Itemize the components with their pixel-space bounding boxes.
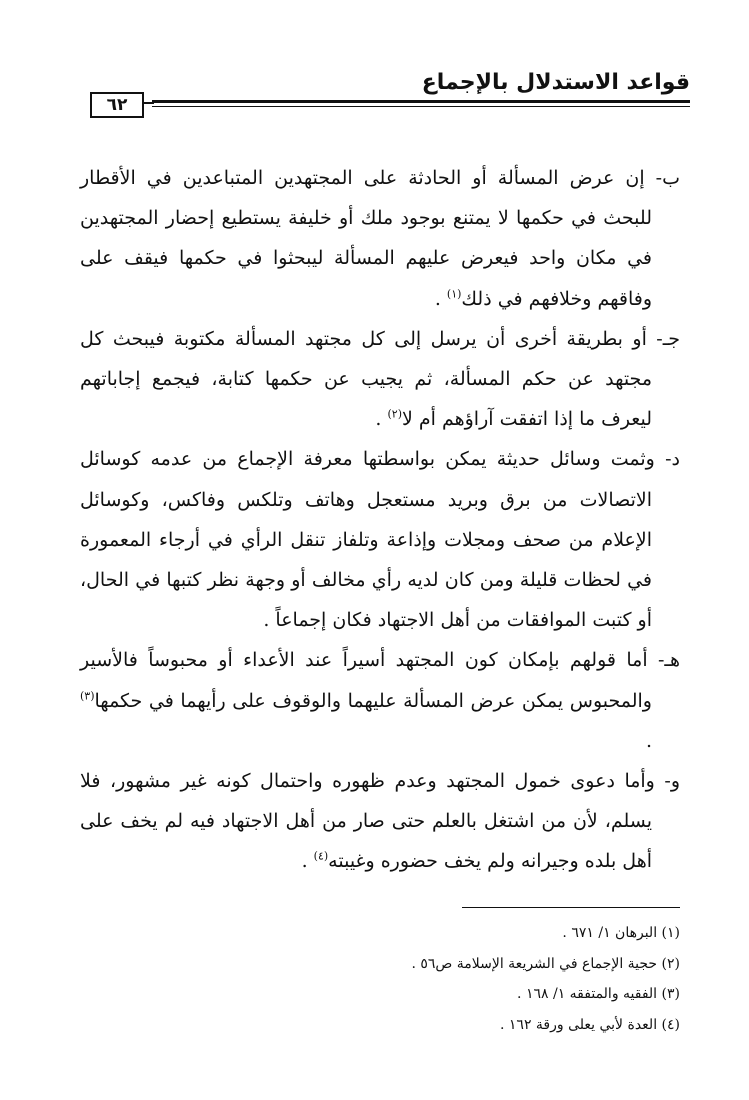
paragraph-text: هـ- أما قولهم بإمكان كون المجتهد أسيراً عند الأعداء أو محبوساً فالأسير والمحبوس يمكن عرض المسألة عليهما والوقوف على رأيهما في حكمها: [80, 649, 680, 712]
footnote-ref: (٣): [80, 689, 95, 703]
paragraph-dal: [80, 439, 680, 640]
paragraph-end: .: [645, 729, 652, 752]
footnote: (٣) الفقيه والمتفقه ١/ ١٦٨ .: [517, 986, 680, 1002]
paragraph-text: و- وأما دعوى خمول المجتهد وعدم ظهوره واحتمال كونه غير مشهور، فلا يسلم، لأن من اشتغل بالعلم حتى صار من أهل الاجتهاد فيه لم يخف على أهل بلده وجيرانه ولم يخف حضوره وغيبته: [80, 770, 680, 873]
footnote-ref: (٢): [387, 407, 402, 421]
header-rule-tail: [144, 102, 154, 104]
paragraph-jim: [80, 319, 680, 440]
paragraph-ha: [80, 640, 680, 761]
paragraph-text: جـ- أو بطريقة أخرى أن يرسل إلى كل مجتهد المسألة مكتوبة فيبحث كل مجتهد عن حكم المسألة، ثم يجيب عن حكمها كتابة، فيجمع إجاباتهم ليعرف ما إذا اتفقت آراؤهم أم لا: [80, 327, 680, 431]
paragraph-waw: [80, 761, 680, 882]
footnote-separator: [462, 907, 680, 908]
header-title: قواعد الاستدلال بالإجماع: [421, 70, 690, 95]
running-header: [90, 70, 690, 120]
paragraph-b: [80, 158, 680, 319]
paragraph-text: ب- إن عرض المسألة أو الحادثة على المجتهدين المتباعدين في الأقطار للبحث في حكمها لا يمتنع بوجود ملك أو خليفة يستطيع إحضار المجتهدين في مكان واحد فيعرض عليهم المسألة ليبحثوا في حكمها فيقف على وفاقهم وخلافهم في ذلك: [80, 167, 680, 310]
paragraph-end: .: [375, 408, 388, 431]
footnote-ref: (١): [446, 287, 462, 301]
footnotes: [80, 918, 680, 1040]
footnote-ref: (٤): [313, 850, 329, 864]
header-rule: [152, 100, 690, 103]
main-text: [80, 158, 680, 882]
paragraph-end: .: [434, 287, 447, 310]
paragraph-end: .: [301, 850, 314, 873]
footnote: (١) البرهان ١/ ٦٧١ .: [562, 925, 680, 941]
paragraph-text: د- وثمت وسائل حديثة يمكن بواسطتها معرفة الإجماع من عدمه كوسائل الاتصالات من برق وبريد مستعجل وهاتف وتلكس وفاكس، وكوسائل الإعلام من صحف ومجلات وإذاعة وتلفاز تنقل الرأي في أرجاء المعمورة في لحظات قليلة ومن كان لديه رأي مخالف أو وجهة نظر كتبها في الحال، أو كتبت الموافقات من أهل الاجتهاد فكان إجماعاً .: [80, 448, 680, 632]
footnote: (٢) حجية الإجماع في الشريعة الإسلامة ص٥٦ .: [411, 955, 680, 972]
header-rule-thin: [152, 106, 690, 107]
page-number: ٦٢: [90, 92, 144, 118]
footnote: (٤) العدة لأبي يعلى ورقة ١٦٢ .: [500, 1016, 680, 1033]
